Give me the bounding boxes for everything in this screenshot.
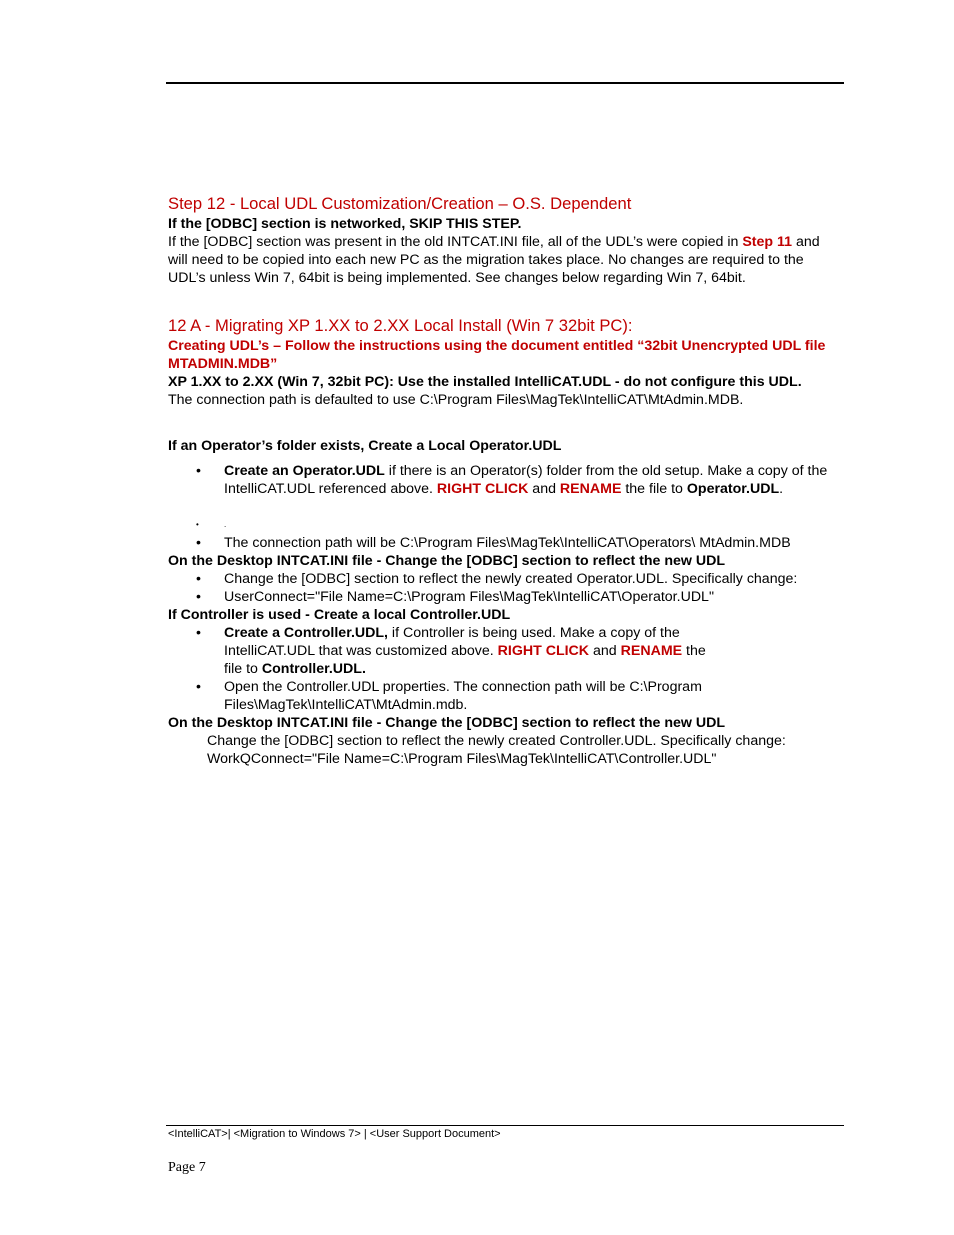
footer-text: <IntelliCAT>| <Migration to Windows 7> | <User Support Document>: [168, 1128, 501, 1140]
step12-paragraph-b: and will need to be copied into each new PC as the migration takes place. No changes are required to the UDL’s unless Win 7, 64bit is being implemented. See changes below regarding Win 7, 64bit.: [168, 234, 820, 286]
step12a-red-instruction: Creating UDL’s – Follow the instructions using the document entitled “32bit Unencrypted UDL file MTADMIN.MDB”: [168, 338, 826, 372]
controller-bullet-1: [168, 624, 840, 678]
operator-and: and: [528, 481, 560, 497]
step12a-path: The connection path is defaulted to use C:\Program Files\MagTek\IntelliCAT\MtAdmin.MDB.: [168, 392, 744, 408]
operator-end: .: [779, 481, 784, 497]
controller-bold: Create a Controller.UDL,: [224, 625, 388, 641]
operator-heading: If an Operator’s folder exists, Create a Local Operator.UDL: [168, 438, 562, 454]
operator-text-a: if there is an Operator(s) folder from the old setup. Make a copy of the IntelliCAT.UDL referenced above.: [224, 463, 828, 497]
operator-bullet-3-text: The connection path will be C:\Program Files\MagTek\IntelliCAT\Operators\ MtAdmin.MDB: [224, 535, 791, 551]
controller-heading: If Controller is used - Create a local Controller.UDL: [168, 607, 511, 623]
operator-bullet-3: [168, 534, 840, 552]
controller-to: the file to: [224, 643, 706, 677]
operator-bold: Create an Operator.UDL: [224, 463, 385, 479]
header-rule: [166, 82, 844, 84]
step12a-bold-instruction: XP 1.XX to 2.XX (Win 7, 32bit PC): Use the installed IntelliCAT.UDL - do not configure this UDL.: [168, 374, 802, 390]
operator-bullet-1: [168, 462, 840, 498]
operator-bullet-2-text: .: [224, 520, 227, 529]
page-number: Page 7: [168, 1160, 206, 1175]
document-body: [168, 193, 840, 768]
controller-right-click: RIGHT CLICK: [497, 643, 590, 659]
operator-list: [168, 462, 840, 552]
controller-list: [168, 624, 840, 714]
desktop1-bullet-2: • UserConnect="File Name=C:\Program Files\MagTek\IntelliCAT\Operator.UDL": [168, 588, 840, 606]
desktop2-line-2: WorkQConnect="File Name=C:\Program Files\MagTek\IntelliCAT\Controller.UDL": [207, 751, 717, 767]
controller-bullet-2: • Open the Controller.UDL properties. The connection path will be C:\Program Files\MagTek\IntelliCAT\MtAdmin.mdb.: [168, 678, 840, 714]
step11-reference: Step 11: [742, 234, 793, 250]
step12-paragraph: [168, 233, 840, 287]
operator-right-click: RIGHT CLICK: [436, 481, 529, 497]
operator-bullet-2: [168, 516, 840, 534]
desktop2-heading: On the Desktop INTCAT.INI file - Change the [ODBC] section to reflect the new UDL: [168, 715, 726, 731]
controller-and: and: [589, 643, 621, 659]
step12-heading: Step 12 - Local UDL Customization/Creation – O.S. Dependent: [168, 194, 632, 213]
operator-to: the file to: [621, 481, 687, 497]
controller-filename: Controller.UDL.: [261, 661, 366, 677]
controller-text-a: if Controller is being used. Make a copy of the IntelliCAT.UDL that was customized above.: [224, 625, 680, 659]
desktop1-list: [168, 570, 840, 606]
step12a-heading: 12 A - Migrating XP 1.XX to 2.XX Local Install (Win 7 32bit PC):: [168, 316, 633, 335]
step12-paragraph-a: If the [ODBC] section was present in the old INTCAT.INI file, all of the UDL’s were copied in: [168, 234, 743, 250]
operator-filename: Operator.UDL: [686, 481, 780, 497]
footer-rule: [166, 1125, 844, 1126]
desktop1-bullet-1: • Change the [ODBC] section to reflect the newly created Operator.UDL. Specifically change:: [168, 570, 840, 588]
desktop1-heading: On the Desktop INTCAT.INI file - Change the [ODBC] section to reflect the new UDL: [168, 553, 726, 569]
operator-rename: RENAME: [559, 481, 622, 497]
desktop2-line-1: Change the [ODBC] section to reflect the newly created Controller.UDL. Specifically change:: [207, 733, 786, 749]
controller-rename: RENAME: [620, 643, 683, 659]
step12-skip-note: If the [ODBC] section is networked, SKIP THIS STEP.: [168, 216, 522, 232]
